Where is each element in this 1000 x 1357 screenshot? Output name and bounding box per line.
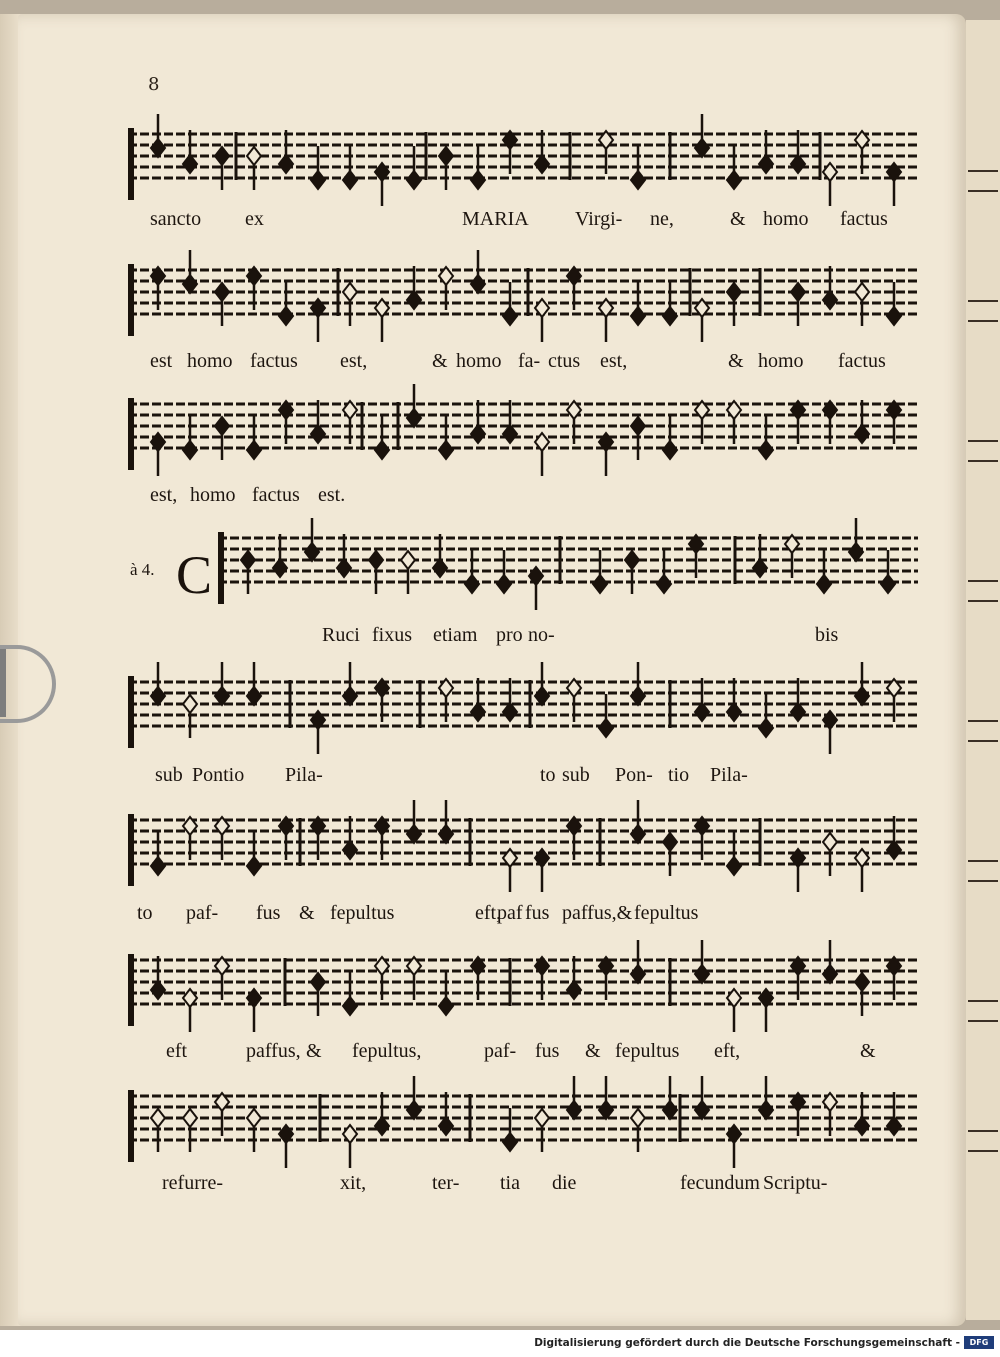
lyric-syllable: est, [150, 484, 178, 506]
lyric-syllable: homo [763, 208, 809, 230]
page-number: 8 [148, 74, 160, 95]
lyric-syllable: fepultus, [352, 1040, 422, 1062]
lyric-syllable: refurre- [162, 1172, 224, 1194]
lyric-syllable: & [730, 208, 746, 230]
lyric-syllable: to [540, 764, 556, 786]
lyric-syllable: fecundum [680, 1172, 760, 1194]
lyric-syllable: xit, [340, 1172, 367, 1194]
note [343, 1125, 357, 1168]
note [439, 1092, 453, 1135]
lyric-syllable: paffus, [246, 1040, 301, 1062]
lyric-syllable: fus [535, 1040, 560, 1062]
footer-bar [0, 1330, 1000, 1357]
lyric-syllable: Ruci [322, 624, 360, 646]
note [279, 1125, 293, 1168]
lyric-syllable: Scriptu- [763, 1172, 828, 1194]
lyric-syllable: sancto [150, 208, 202, 230]
lyric-syllable: fepultus [330, 902, 395, 924]
lyric-syllable: die [552, 1172, 577, 1194]
lyric-syllable: factus [840, 208, 888, 230]
lyric-syllable: Pontio [192, 764, 245, 786]
lyric-syllable: fixus [372, 624, 412, 646]
lyric-syllable: fus [525, 902, 550, 924]
lyric-syllable: & [299, 902, 315, 924]
lyric-syllable: & [728, 350, 744, 372]
lyric-syllable: factus [252, 484, 300, 506]
lyric-syllable: eft [166, 1040, 188, 1062]
lyric-syllable: factus [250, 350, 298, 372]
lyric-syllable: no- [528, 624, 555, 646]
lyric-syllable: est. [318, 484, 346, 506]
lyric-syllable: ne, [650, 208, 674, 230]
lyric-syllable: est, [340, 350, 368, 372]
lyric-syllable: to [137, 902, 153, 924]
lyric-syllable: Pila- [285, 764, 323, 786]
lyric-syllable: tio [668, 764, 690, 786]
lyric-syllable: sub [562, 764, 590, 786]
footer-credit: Digitalisierung gefördert durch die Deutsche Forschungsgemeinschaft - [534, 1337, 960, 1349]
lyric-syllable: & [585, 1040, 601, 1062]
lyric-syllable: ctus [548, 350, 581, 372]
initial-letter: C [176, 545, 213, 605]
lyric-syllable: homo [190, 484, 236, 506]
clef [128, 1090, 134, 1162]
lyric-syllable: fa- [518, 350, 541, 372]
lyric-syllable: & [432, 350, 448, 372]
lyric-syllable: & [306, 1040, 322, 1062]
lyric-syllable: eft, [475, 902, 502, 924]
lyric-syllable: homo [758, 350, 804, 372]
lyric-syllable: sub [155, 764, 183, 786]
lyric-syllable: etiam [433, 624, 478, 646]
dfg-logo: DFG [964, 1336, 994, 1349]
voice-mark: à 4. [130, 560, 155, 579]
lyric-syllable: MARIA [462, 208, 529, 230]
lyric-syllable: Pon- [615, 764, 653, 786]
lyric-syllable: homo [187, 350, 233, 372]
lyric-syllable: ter- [432, 1172, 460, 1194]
note [855, 1092, 869, 1135]
lyric-syllable: est, [600, 350, 628, 372]
lyric-syllable: fepultus [615, 1040, 680, 1062]
lyric-syllable: est [150, 350, 173, 372]
lyric-syllable: pro [496, 624, 523, 646]
lyric-syllable: fepultus [634, 902, 699, 924]
lyric-syllable: Virgi- [575, 208, 623, 230]
lyric-syllable: ex [245, 208, 264, 230]
lyric-syllable: & [860, 1040, 876, 1062]
lyric-syllable: paf- [186, 902, 219, 924]
note [887, 1092, 901, 1135]
lyric-syllable: paf- [484, 1040, 517, 1062]
lyric-syllable: bis [815, 624, 839, 646]
lyric-syllable: homo [456, 350, 502, 372]
lyric-syllable: fus [256, 902, 281, 924]
lyric-syllable: eft, [714, 1040, 741, 1062]
lyric-syllable: factus [838, 350, 886, 372]
lyric-syllable: tia [500, 1172, 520, 1194]
lyric-syllable: paf [497, 902, 523, 924]
lyric-syllable: Pila- [710, 764, 748, 786]
note [375, 1092, 389, 1135]
lyric-syllable: paffus,& [562, 902, 633, 924]
note [727, 1125, 741, 1168]
